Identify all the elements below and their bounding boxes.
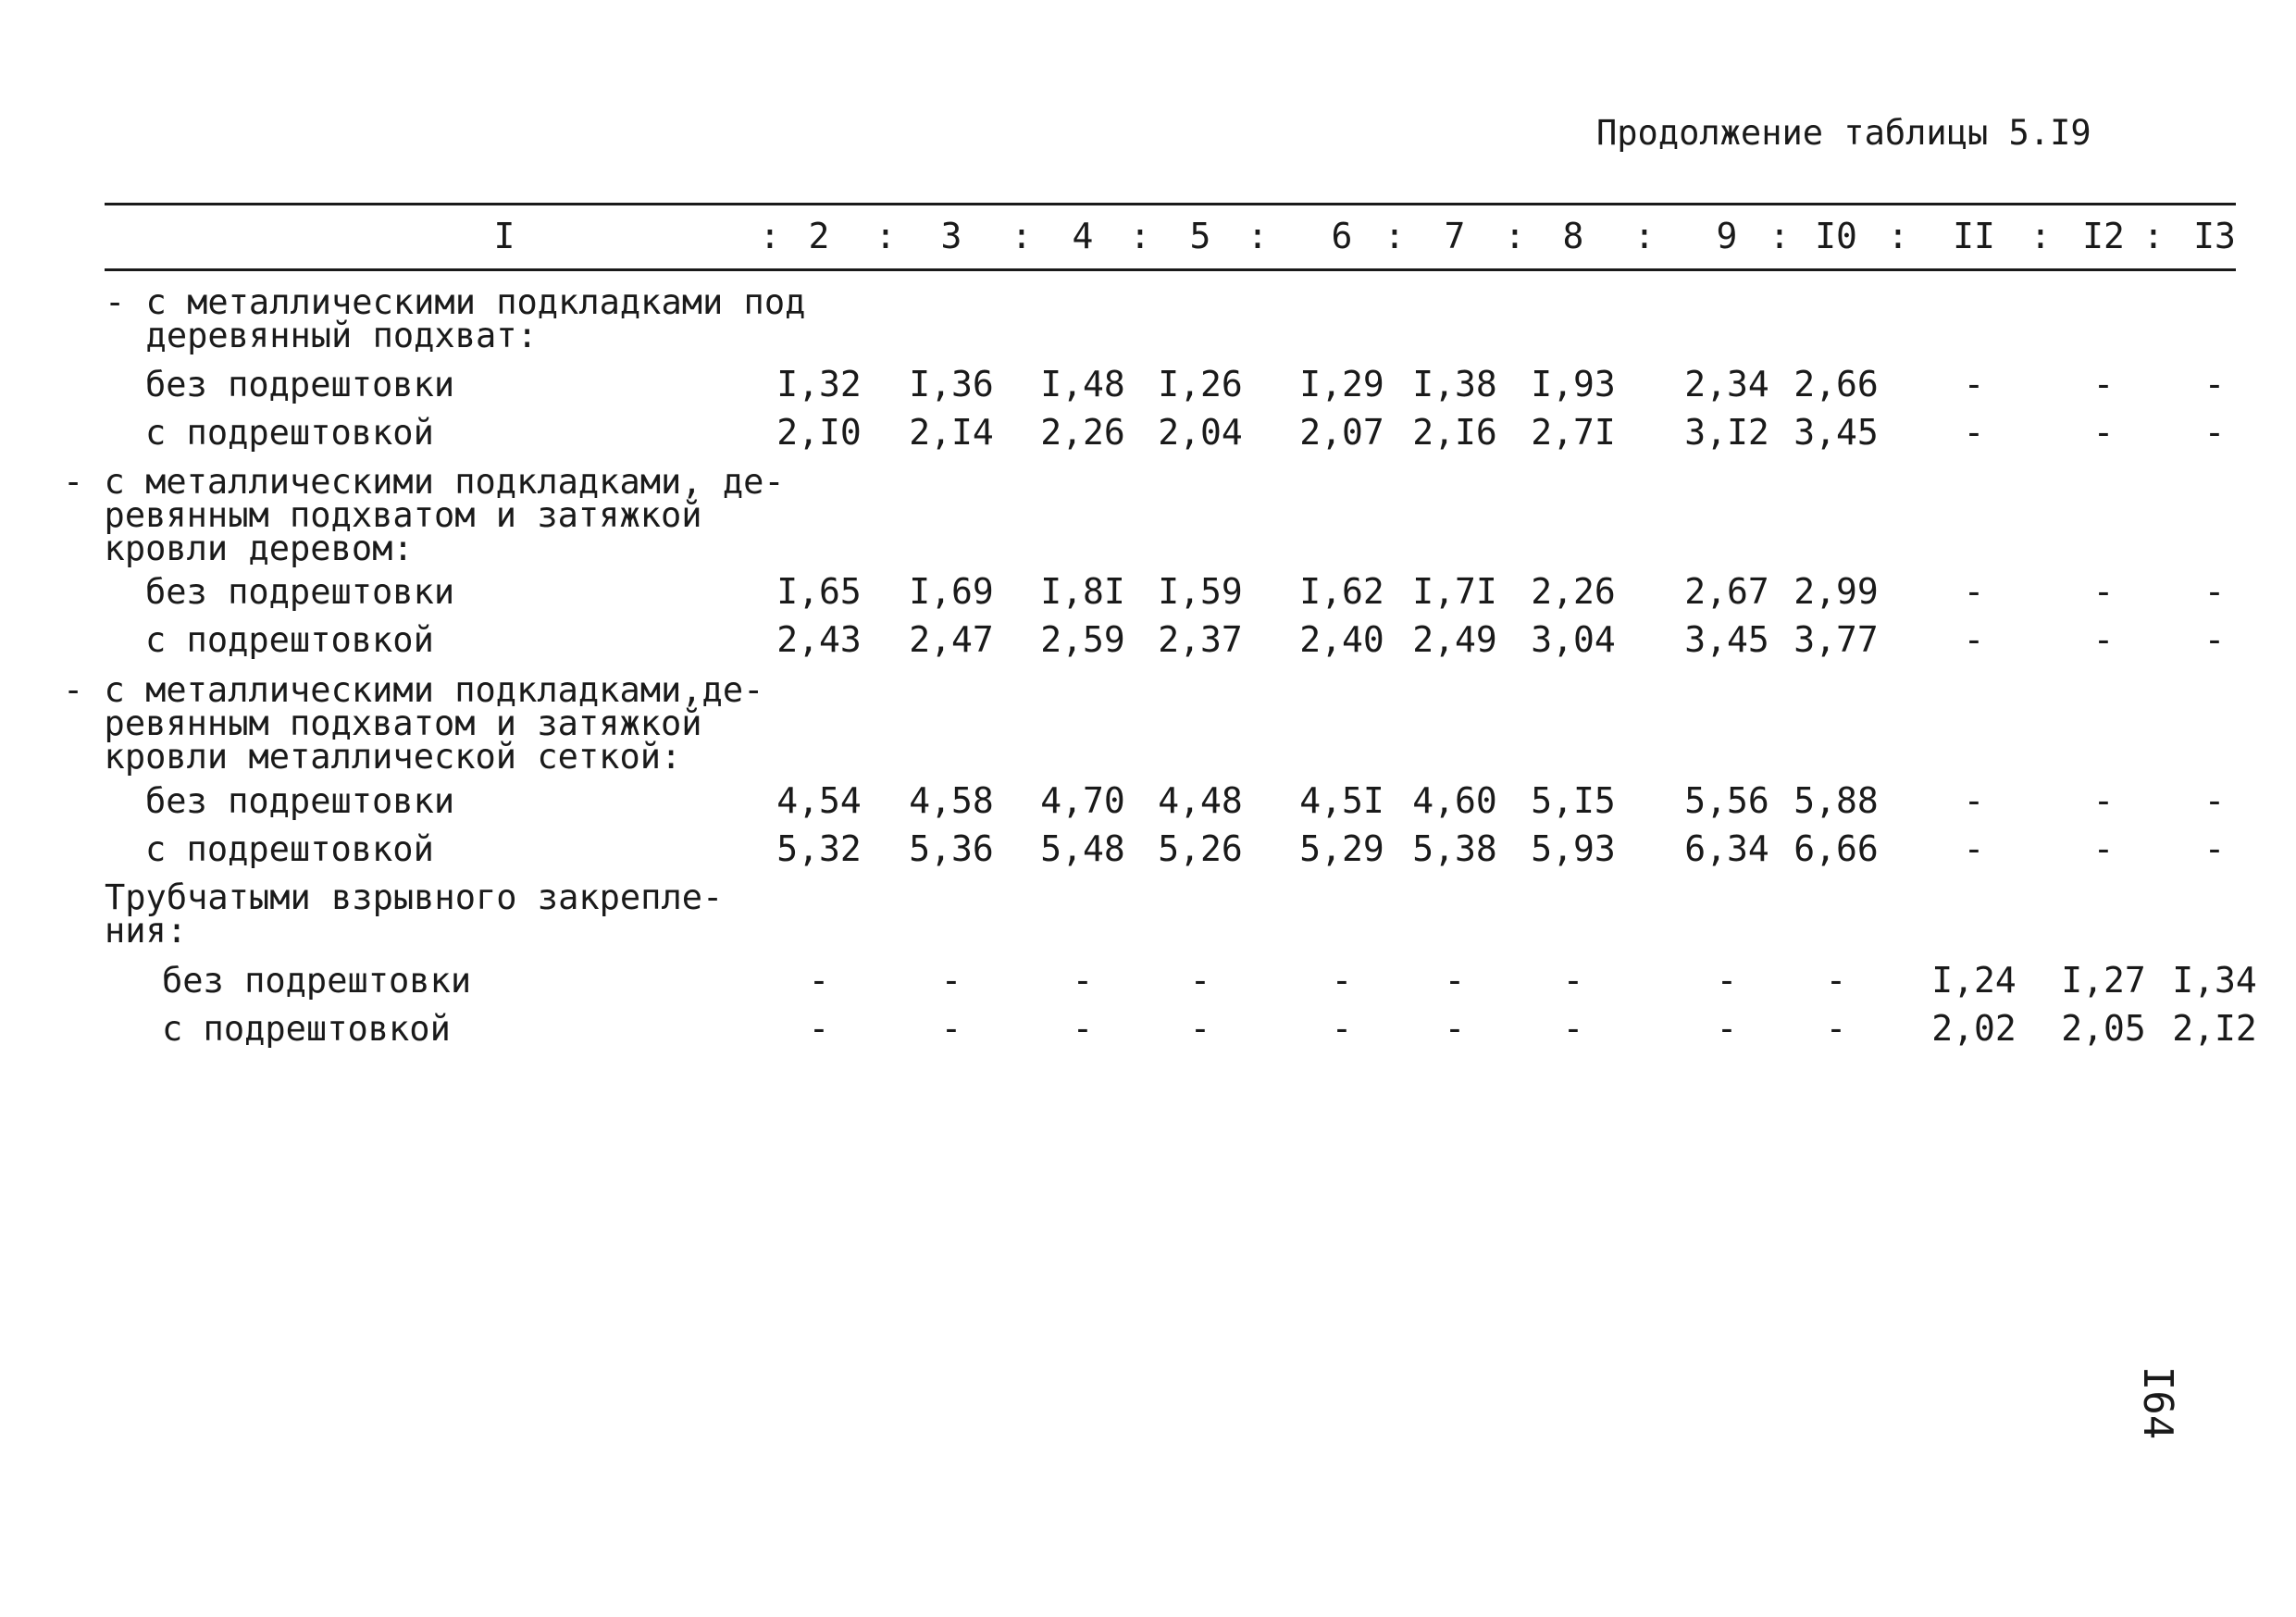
column-header: 6 [1331,216,1353,256]
row-label: с подрештовкой [145,829,434,869]
column-header: I3 [2193,216,2236,256]
column-header: I2 [2082,216,2125,256]
table-cell: 2,02 [1931,1008,2017,1049]
table-cell: 5,26 [1158,828,1243,869]
table-cell: - [2092,364,2115,404]
column-header: 5 [1189,216,1211,256]
table-cell: 2,I0 [776,412,862,453]
table-cell: 2,37 [1158,619,1243,660]
row-label: с подрештовкой [145,413,434,453]
table-cell: 2,43 [776,619,862,660]
table-cell: 3,I2 [1684,412,1769,453]
column-header: II [1953,216,1995,256]
table-cell: - [2092,571,2115,612]
table-cell: 6,66 [1793,828,1879,869]
table-cell: 4,5I [1299,780,1384,821]
column-header: I0 [1815,216,1857,256]
table-cell: - [2092,828,2115,869]
table-cell: - [2203,780,2226,821]
table-cell: - [1072,1008,1094,1049]
table-cell: 4,54 [776,780,862,821]
table-cell: - [1331,960,1353,1001]
table-cell: 6,34 [1684,828,1769,869]
table-cell: 3,04 [1531,619,1616,660]
table-cell: - [1963,571,1985,612]
column-header: 2 [808,216,830,256]
table-cell: 2,26 [1040,412,1125,453]
table-cell: I,36 [909,364,994,404]
table-cell: 3,45 [1684,619,1769,660]
column-header: 3 [940,216,962,256]
table-cell: - [1716,1008,1738,1049]
table-cell: 2,I2 [2172,1008,2257,1049]
table-cell: 2,49 [1412,619,1497,660]
table-cell: I,62 [1299,571,1384,612]
table-cell: - [1072,960,1094,1001]
column-separator: : [1504,216,1526,256]
table-cell: 3,45 [1793,412,1879,453]
table-cell: 2,59 [1040,619,1125,660]
table-cell: - [1444,960,1466,1001]
column-header: I [493,216,515,256]
table-cell: 5,56 [1684,780,1769,821]
table-cell: 4,58 [909,780,994,821]
table-cell: 5,38 [1412,828,1497,869]
table-cell: 4,60 [1412,780,1497,821]
table-cell: I,7I [1412,571,1497,612]
table-cell: - [2203,364,2226,404]
table-cell: - [1189,1008,1211,1049]
table-cell: - [2092,619,2115,660]
column-header: 7 [1444,216,1466,256]
table-cell: 2,26 [1531,571,1616,612]
row-label: с подрештовкой [162,1009,451,1049]
table-caption: Продолжение таблицы 5.I9 [1596,113,2091,153]
table-cell: 5,29 [1299,828,1384,869]
column-separator: : [1633,216,1656,256]
table-cell: 2,40 [1299,619,1384,660]
table-cell: I,24 [1931,960,2017,1001]
table-cell: 2,05 [2061,1008,2146,1049]
column-separator: : [1011,216,1033,256]
table-cell: 2,47 [909,619,994,660]
table-cell: - [1825,960,1847,1001]
column-separator: : [1887,216,1909,256]
table-cell: - [1189,960,1211,1001]
table-cell: I,32 [776,364,862,404]
table-cell: I,65 [776,571,862,612]
table-cell: 2,66 [1793,364,1879,404]
column-separator: : [2029,216,2052,256]
column-separator: : [875,216,897,256]
table-cell: 2,I4 [909,412,994,453]
table-cell: 3,77 [1793,619,1879,660]
table-cell: - [1562,1008,1584,1049]
table-cell: - [1963,619,1985,660]
table-cell: 2,7I [1531,412,1616,453]
table-cell: - [2203,412,2226,453]
table-cell: I,29 [1299,364,1384,404]
table-cell: I,38 [1412,364,1497,404]
table-cell: 4,70 [1040,780,1125,821]
table-cell: - [940,1008,962,1049]
table-cell: 2,34 [1684,364,1769,404]
table-cell: 2,04 [1158,412,1243,453]
table-cell: - [1963,780,1985,821]
table-cell: - [2092,412,2115,453]
table-cell: 5,I5 [1531,780,1616,821]
table-cell: - [808,960,830,1001]
column-separator: : [759,216,781,256]
table-cell: - [1825,1008,1847,1049]
row-label: без подрештовки [145,781,455,821]
row-label: с подрештовкой [145,620,434,660]
table-cell: - [2203,571,2226,612]
table-top-rule [105,203,2236,205]
table-cell: - [1331,1008,1353,1049]
table-cell: - [1562,960,1584,1001]
table-cell: I,8I [1040,571,1125,612]
table-cell: - [1444,1008,1466,1049]
table-cell: I,93 [1531,364,1616,404]
table-cell: 5,93 [1531,828,1616,869]
table-cell: I,48 [1040,364,1125,404]
table-cell: 5,88 [1793,780,1879,821]
table-cell: - [2203,828,2226,869]
table-cell: I,27 [2061,960,2146,1001]
row-label: без подрештовки [162,961,472,1001]
column-separator: : [1769,216,1791,256]
table-cell: - [2092,780,2115,821]
table-cell: I,69 [909,571,994,612]
table-cell: - [1963,364,1985,404]
table-cell: I,26 [1158,364,1243,404]
table-cell: 2,99 [1793,571,1879,612]
section-heading: - с металлическими подкладками,де- ревянным подхватом и затяжкой кровли металлической сеткой: [63,670,764,777]
table-cell: I,59 [1158,571,1243,612]
table-cell: 4,48 [1158,780,1243,821]
column-header: 4 [1072,216,1094,256]
column-header: 8 [1562,216,1584,256]
section-heading: - с металлическими подкладками, де- ревянным подхватом и затяжкой кровли деревом: [63,462,785,568]
table-cell: I,34 [2172,960,2257,1001]
column-separator: : [2142,216,2165,256]
table-cell: - [808,1008,830,1049]
section-heading: Трубчатыми взрывного закрепле- ния: [105,877,724,951]
table-cell: - [1963,412,1985,453]
table-cell: 5,32 [776,828,862,869]
column-separator: : [1384,216,1406,256]
table-cell: - [1963,828,1985,869]
table-cell: 2,67 [1684,571,1769,612]
table-header-rule [105,268,2236,271]
row-label: без подрештовки [145,572,455,612]
row-label: без подрештовки [145,365,455,404]
table-cell: - [1716,960,1738,1001]
page-number: I64 [2134,1365,2182,1440]
table-cell: 2,07 [1299,412,1384,453]
section-heading: - с металлическими подкладками под деревянный подхват: [105,282,806,355]
column-separator: : [1129,216,1151,256]
column-separator: : [1247,216,1269,256]
table-cell: 5,48 [1040,828,1125,869]
table-cell: - [940,960,962,1001]
column-header: 9 [1716,216,1738,256]
table-cell: 2,I6 [1412,412,1497,453]
table-cell: 5,36 [909,828,994,869]
table-cell: - [2203,619,2226,660]
